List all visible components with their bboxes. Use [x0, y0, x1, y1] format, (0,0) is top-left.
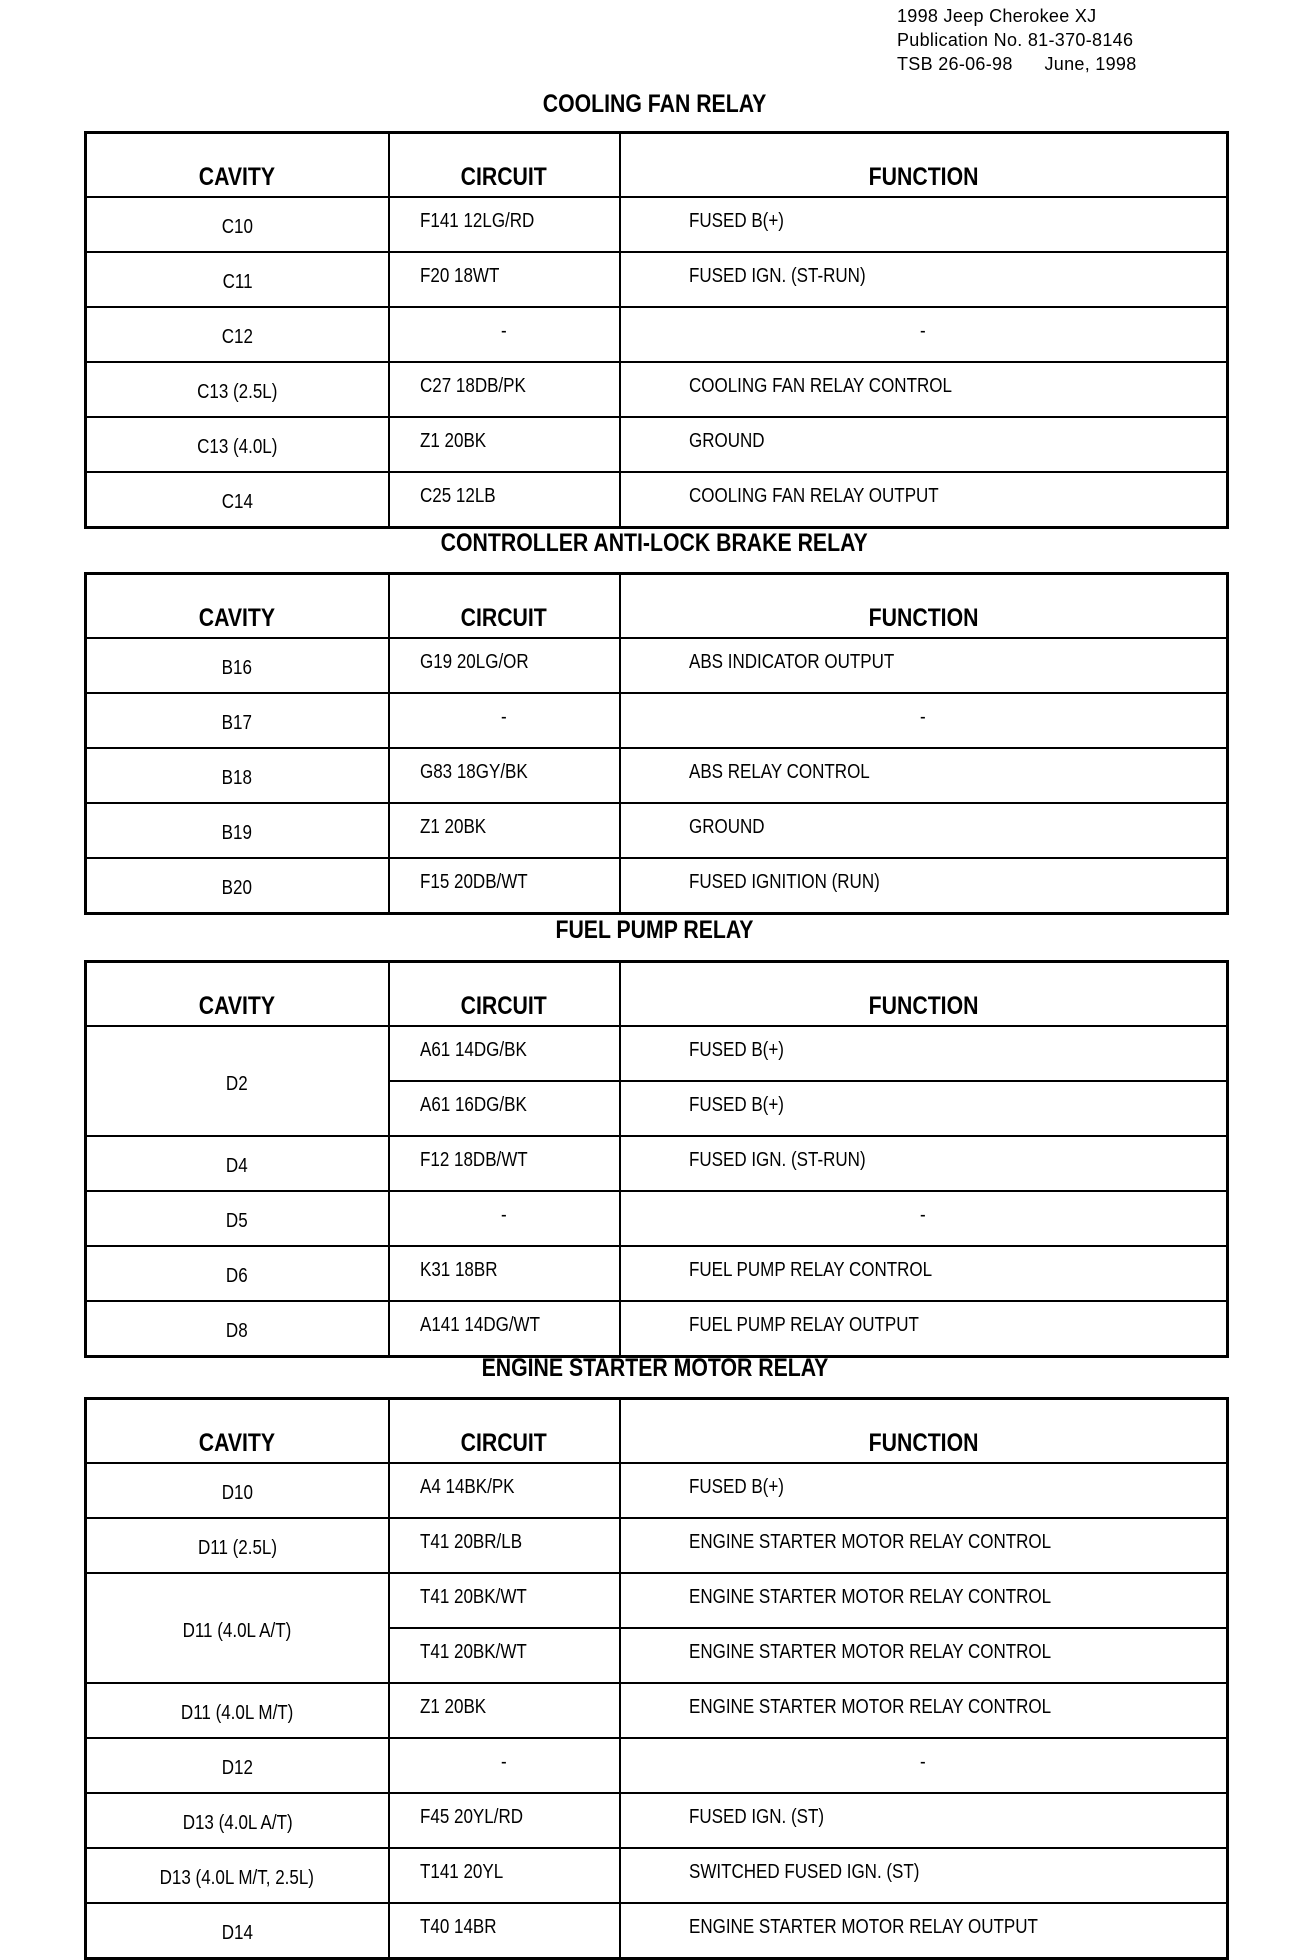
- table-title-text: FUEL PUMP RELAY: [555, 916, 754, 944]
- table-row: [86, 1573, 1228, 1628]
- circuit-text: -: [500, 706, 507, 728]
- cavity-text: D13 (4.0L M/T, 2.5L): [160, 1867, 315, 1889]
- circuit-text: Z1 20BK: [419, 816, 486, 838]
- cavity-cell: [86, 858, 389, 914]
- cavity-text: B17: [222, 712, 253, 734]
- circuit-cell: [389, 1301, 620, 1357]
- function-cell: [620, 1848, 1228, 1903]
- cavity-text: C13 (4.0L): [197, 436, 278, 458]
- circuit-cell: [389, 1081, 620, 1136]
- cavity-cell: [86, 748, 389, 803]
- column-header-text: FUNCTION: [868, 992, 979, 1020]
- table-row: [86, 1191, 1228, 1246]
- publication-number: Publication No. 81-370-8146: [897, 30, 1134, 50]
- column-header-cavity: [86, 133, 389, 198]
- cavity-text: C13 (2.5L): [197, 381, 278, 403]
- function-text: ABS RELAY CONTROL: [688, 761, 870, 783]
- circuit-text: T40 14BR: [419, 1916, 497, 1938]
- circuit-cell: [389, 1683, 620, 1738]
- cavity-cell: [86, 1573, 389, 1683]
- circuit-cell: [389, 472, 620, 528]
- cavity-text: C14: [221, 491, 253, 513]
- function-cell: [620, 638, 1228, 693]
- header-row: [86, 962, 1228, 1027]
- circuit-text: F20 18WT: [419, 265, 499, 287]
- cavity-cell: [86, 1301, 389, 1357]
- function-cell: [620, 693, 1228, 748]
- table-row: [86, 1463, 1228, 1518]
- function-cell: [620, 1463, 1228, 1518]
- column-header-text: CIRCUIT: [460, 992, 548, 1020]
- function-cell: [620, 1136, 1228, 1191]
- circuit-text: A61 16DG/BK: [419, 1094, 527, 1116]
- cavity-cell: [86, 197, 389, 252]
- column-header-circuit: [389, 574, 620, 639]
- table-title-fuel-pump-relay: [84, 916, 1225, 945]
- cavity-cell: [86, 362, 389, 417]
- circuit-cell: [389, 1246, 620, 1301]
- table-row: [86, 1246, 1228, 1301]
- circuit-text: A4 14BK/PK: [419, 1476, 515, 1498]
- function-text: ABS INDICATOR OUTPUT: [688, 651, 894, 673]
- table-row: [86, 362, 1228, 417]
- circuit-cell: [389, 1518, 620, 1573]
- cavity-text: D6: [226, 1265, 249, 1287]
- function-cell: [620, 1518, 1228, 1573]
- column-header-text: CAVITY: [199, 604, 276, 632]
- table-row: [86, 638, 1228, 693]
- table-row: [86, 417, 1228, 472]
- cavity-cell: [86, 1903, 389, 1959]
- circuit-text: F45 20YL/RD: [419, 1806, 523, 1828]
- table-row: [86, 307, 1228, 362]
- table-title-cooling-fan-relay: [84, 90, 1225, 119]
- column-header-text: FUNCTION: [868, 604, 979, 632]
- table-row: [86, 803, 1228, 858]
- table-row: [86, 1301, 1228, 1357]
- function-text: COOLING FAN RELAY CONTROL: [688, 375, 952, 397]
- table-row: [86, 1136, 1228, 1191]
- circuit-cell: [389, 1136, 620, 1191]
- circuit-cell: [389, 1628, 620, 1683]
- cavity-cell: [86, 1463, 389, 1518]
- table-row: [86, 1793, 1228, 1848]
- cavity-cell: [86, 1191, 389, 1246]
- table-row: [86, 693, 1228, 748]
- circuit-cell: [389, 1191, 620, 1246]
- function-cell: [620, 1903, 1228, 1959]
- circuit-cell: [389, 1903, 620, 1959]
- cavity-text: C11: [222, 271, 253, 293]
- cavity-text: D11 (2.5L): [197, 1537, 277, 1559]
- cavity-cell: [86, 1026, 389, 1136]
- table-row: [86, 1683, 1228, 1738]
- circuit-text: F12 18DB/WT: [419, 1149, 528, 1171]
- table-row: [86, 858, 1228, 914]
- column-header-text: FUNCTION: [868, 163, 979, 191]
- function-text: GROUND: [688, 430, 765, 452]
- function-text: -: [919, 320, 926, 342]
- cavity-cell: [86, 638, 389, 693]
- column-header-function: [620, 1399, 1228, 1464]
- function-cell: [620, 1026, 1228, 1081]
- cavity-text: D4: [226, 1155, 249, 1177]
- column-header-function: [620, 574, 1228, 639]
- cavity-text: B19: [222, 822, 253, 844]
- cavity-text: D12: [221, 1757, 253, 1779]
- function-cell: [620, 1081, 1228, 1136]
- table-row: [86, 1848, 1228, 1903]
- function-text: ENGINE STARTER MOTOR RELAY CONTROL: [688, 1641, 1051, 1663]
- tsb-date: TSB 26-06-98 June, 1998: [897, 54, 1137, 74]
- table-row: [86, 1518, 1228, 1573]
- cavity-cell: [86, 1683, 389, 1738]
- table-title-controller-anti-lock-brake-relay: [84, 529, 1225, 558]
- circuit-cell: [389, 748, 620, 803]
- function-text: -: [919, 1751, 926, 1773]
- function-text: ENGINE STARTER MOTOR RELAY OUTPUT: [688, 1916, 1038, 1938]
- cavity-text: B18: [222, 767, 253, 789]
- cavity-cell: [86, 693, 389, 748]
- circuit-text: Z1 20BK: [419, 430, 486, 452]
- function-text: FUSED B(+): [688, 1476, 784, 1498]
- function-cell: [620, 1683, 1228, 1738]
- cavity-text: D11 (4.0L M/T): [181, 1702, 294, 1724]
- header-row: [86, 1399, 1228, 1464]
- circuit-cell: [389, 417, 620, 472]
- function-text: FUSED B(+): [688, 1039, 784, 1061]
- table-row: [86, 252, 1228, 307]
- engine-starter-motor-relay-table: [84, 1397, 1229, 1960]
- circuit-text: G83 18GY/BK: [419, 761, 528, 783]
- function-cell: [620, 1246, 1228, 1301]
- function-text: GROUND: [688, 816, 765, 838]
- column-header-function: [620, 962, 1228, 1027]
- cavity-text: D5: [226, 1210, 249, 1232]
- function-text: ENGINE STARTER MOTOR RELAY CONTROL: [688, 1531, 1051, 1553]
- cavity-cell: [86, 1246, 389, 1301]
- circuit-cell: [389, 1463, 620, 1518]
- column-header-circuit: [389, 1399, 620, 1464]
- circuit-cell: [389, 1738, 620, 1793]
- cavity-cell: [86, 307, 389, 362]
- column-header-cavity: [86, 1399, 389, 1464]
- controller-anti-lock-brake-relay-table: [84, 572, 1229, 915]
- column-header-text: CIRCUIT: [460, 604, 548, 632]
- column-header-text: CAVITY: [199, 163, 276, 191]
- cavity-text: B20: [222, 877, 253, 899]
- table-title-engine-starter-motor-relay: [84, 1354, 1225, 1383]
- circuit-cell: [389, 1848, 620, 1903]
- publication-header: [897, 4, 1137, 76]
- circuit-cell: [389, 1026, 620, 1081]
- function-cell: [620, 1191, 1228, 1246]
- function-text: FUSED IGN. (ST): [688, 1806, 824, 1828]
- function-text: FUSED IGN. (ST-RUN): [688, 265, 866, 287]
- function-cell: [620, 307, 1228, 362]
- function-text: FUSED IGN. (ST-RUN): [688, 1149, 866, 1171]
- cavity-text: D13 (4.0L A/T): [182, 1812, 293, 1834]
- function-text: FUSED IGNITION (RUN): [688, 871, 880, 893]
- cavity-text: C10: [221, 216, 253, 238]
- column-header-circuit: [389, 133, 620, 198]
- function-cell: [620, 803, 1228, 858]
- cavity-cell: [86, 417, 389, 472]
- column-header-text: CIRCUIT: [460, 1429, 548, 1457]
- table-row: [86, 197, 1228, 252]
- circuit-text: -: [500, 1204, 507, 1226]
- circuit-text: T41 20BK/WT: [419, 1586, 527, 1608]
- circuit-text: -: [500, 1751, 507, 1773]
- cavity-text: D11 (4.0L A/T): [182, 1619, 292, 1642]
- column-header-circuit: [389, 962, 620, 1027]
- table-row: [86, 1738, 1228, 1793]
- function-text: FUSED B(+): [688, 1094, 784, 1116]
- function-cell: [620, 252, 1228, 307]
- column-header-text: CAVITY: [199, 1429, 276, 1457]
- function-cell: [620, 1628, 1228, 1683]
- column-header-text: CAVITY: [199, 992, 276, 1020]
- function-cell: [620, 1738, 1228, 1793]
- cavity-cell: [86, 1518, 389, 1573]
- circuit-text: C27 18DB/PK: [419, 375, 526, 397]
- circuit-cell: [389, 858, 620, 914]
- cavity-cell: [86, 472, 389, 528]
- function-cell: [620, 1301, 1228, 1357]
- cavity-cell: [86, 1738, 389, 1793]
- cavity-text: D14: [221, 1922, 253, 1944]
- vehicle-line: 1998 Jeep Cherokee XJ: [897, 6, 1097, 26]
- cavity-cell: [86, 1848, 389, 1903]
- function-text: FUEL PUMP RELAY OUTPUT: [688, 1314, 919, 1336]
- circuit-text: C25 12LB: [419, 485, 496, 507]
- cavity-text: B16: [222, 657, 253, 679]
- table-title-text: CONTROLLER ANTI-LOCK BRAKE RELAY: [441, 529, 868, 557]
- cavity-text: D8: [226, 1320, 249, 1342]
- header-row: [86, 574, 1228, 639]
- cooling-fan-relay-table: [84, 131, 1229, 529]
- circuit-text: -: [500, 320, 507, 342]
- column-header-text: CIRCUIT: [460, 163, 548, 191]
- function-cell: [620, 1573, 1228, 1628]
- table-title-text: COOLING FAN RELAY: [542, 90, 767, 118]
- function-text: SWITCHED FUSED IGN. (ST): [688, 1861, 919, 1883]
- cavity-cell: [86, 252, 389, 307]
- function-cell: [620, 197, 1228, 252]
- function-cell: [620, 858, 1228, 914]
- column-header-text: FUNCTION: [868, 1429, 979, 1457]
- circuit-cell: [389, 638, 620, 693]
- header-row: [86, 133, 1228, 198]
- cavity-text: C12: [221, 326, 253, 348]
- circuit-text: T141 20YL: [419, 1861, 503, 1883]
- function-cell: [620, 417, 1228, 472]
- table-row: [86, 1903, 1228, 1959]
- circuit-text: A61 14DG/BK: [419, 1039, 527, 1061]
- circuit-cell: [389, 362, 620, 417]
- function-text: COOLING FAN RELAY OUTPUT: [688, 485, 939, 507]
- circuit-cell: [389, 803, 620, 858]
- function-text: -: [919, 1204, 926, 1226]
- function-text: FUSED B(+): [688, 210, 784, 232]
- table-row: [86, 472, 1228, 528]
- cavity-cell: [86, 1136, 389, 1191]
- circuit-text: K31 18BR: [419, 1259, 497, 1281]
- function-text: ENGINE STARTER MOTOR RELAY CONTROL: [688, 1586, 1051, 1608]
- circuit-cell: [389, 197, 620, 252]
- circuit-text: T41 20BR/LB: [419, 1531, 522, 1553]
- cavity-cell: [86, 803, 389, 858]
- circuit-cell: [389, 1573, 620, 1628]
- function-cell: [620, 748, 1228, 803]
- circuit-text: A141 14DG/WT: [419, 1314, 540, 1336]
- circuit-cell: [389, 252, 620, 307]
- circuit-cell: [389, 693, 620, 748]
- circuit-text: G19 20LG/OR: [419, 651, 529, 673]
- function-text: FUEL PUMP RELAY CONTROL: [688, 1259, 932, 1281]
- function-cell: [620, 1793, 1228, 1848]
- circuit-text: F141 12LG/RD: [419, 210, 534, 232]
- table-row: [86, 1026, 1228, 1081]
- column-header-cavity: [86, 962, 389, 1027]
- cavity-cell: [86, 1793, 389, 1848]
- column-header-cavity: [86, 574, 389, 639]
- circuit-cell: [389, 1793, 620, 1848]
- circuit-text: T41 20BK/WT: [419, 1641, 527, 1663]
- table-row: [86, 748, 1228, 803]
- column-header-function: [620, 133, 1228, 198]
- table-title-text: ENGINE STARTER MOTOR RELAY: [481, 1354, 828, 1382]
- function-text: -: [919, 706, 926, 728]
- circuit-text: Z1 20BK: [419, 1696, 486, 1718]
- circuit-cell: [389, 307, 620, 362]
- cavity-text: D10: [221, 1482, 253, 1504]
- function-cell: [620, 362, 1228, 417]
- function-text: ENGINE STARTER MOTOR RELAY CONTROL: [688, 1696, 1051, 1718]
- cavity-text: D2: [226, 1072, 249, 1095]
- fuel-pump-relay-table: [84, 960, 1229, 1358]
- circuit-text: F15 20DB/WT: [419, 871, 528, 893]
- function-cell: [620, 472, 1228, 528]
